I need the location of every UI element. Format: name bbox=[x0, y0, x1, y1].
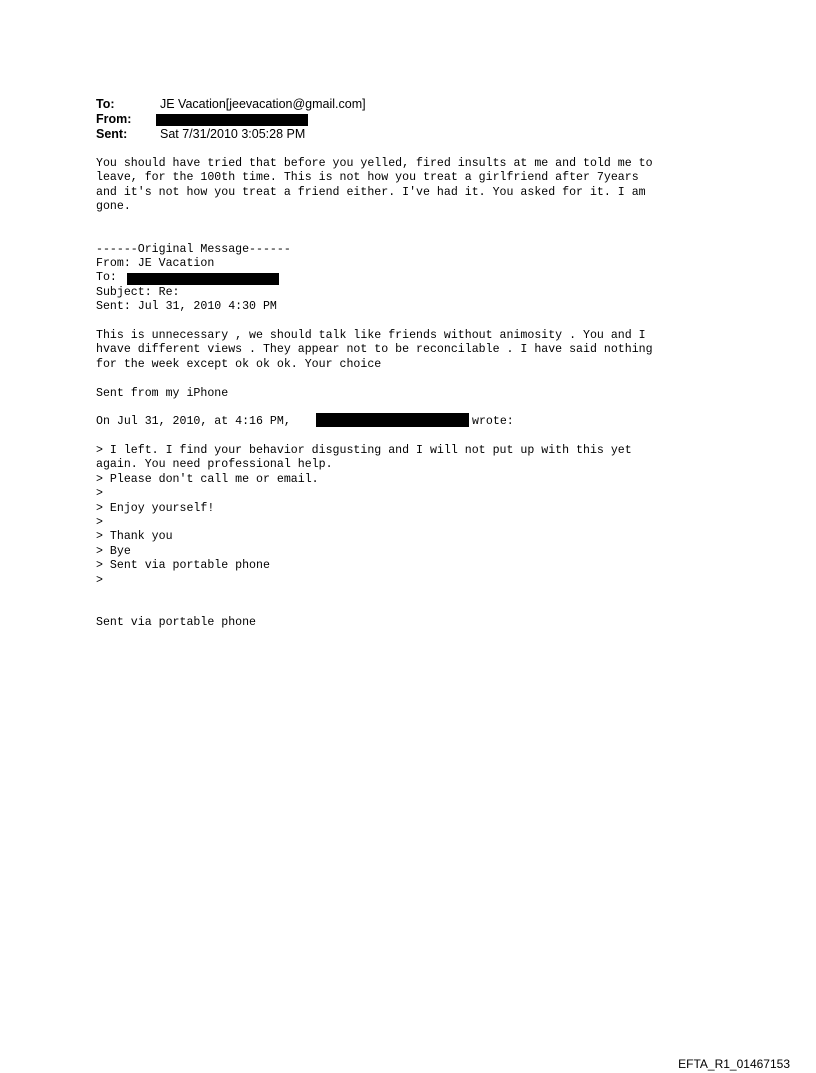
header-sent-value: Sat 7/31/2010 3:05:28 PM bbox=[160, 127, 306, 141]
closing-signature: Sent via portable phone bbox=[96, 616, 257, 629]
quoted-line: > Enjoy yourself! bbox=[96, 501, 215, 515]
body-line: leave, for the 100th time. This is not how you treat a girlfriend after 7years bbox=[96, 171, 639, 185]
quoted-line: > bbox=[96, 573, 103, 587]
sender-redaction-box bbox=[316, 413, 469, 427]
reply-line: hvave different views . They appear not to be reconcilable . I have said nothing bbox=[96, 343, 653, 357]
reply-line: This is unnecessary , we should talk like friends without animosity . You and I bbox=[96, 329, 646, 342]
on-date-prefix: On Jul 31, 2010, at 4:16 PM, bbox=[96, 415, 291, 428]
body-line: You should have tried that before you yelled, fired insults at me and told me to bbox=[96, 157, 653, 170]
header-to-value: JE Vacation[jeevacation@gmail.com] bbox=[160, 97, 366, 111]
original-subject-line: Subject: Re: bbox=[96, 286, 180, 299]
quoted-line: again. You need professional help. bbox=[96, 458, 333, 472]
to-redaction-box bbox=[127, 273, 279, 285]
document-id-footer: EFTA_R1_01467153 bbox=[678, 1057, 790, 1071]
quoted-line: > Sent via portable phone bbox=[96, 559, 270, 573]
original-message-separator: ------Original Message------ bbox=[96, 243, 291, 256]
reply-body bbox=[96, 329, 653, 372]
quoted-message bbox=[96, 444, 632, 588]
iphone-signature: Sent from my iPhone bbox=[96, 387, 229, 400]
original-from-line: From: JE Vacation bbox=[96, 257, 215, 270]
quoted-line: > bbox=[96, 516, 103, 530]
quoted-line: > bbox=[96, 487, 103, 501]
header-sent-label: Sent: bbox=[96, 127, 128, 141]
quoted-line: > Bye bbox=[96, 544, 131, 558]
reply-line: for the week except ok ok ok. Your choice bbox=[96, 357, 382, 371]
header-to-label: To: bbox=[96, 97, 115, 111]
header-from-label: From: bbox=[96, 112, 132, 126]
body-line: and it's not how you treat a friend either. I've had it. You asked for it. I am bbox=[96, 185, 646, 199]
quoted-line: > I left. I find your behavior disgusting and I will not put up with this yet bbox=[96, 444, 632, 457]
original-to-line: To: bbox=[96, 271, 117, 284]
message-body bbox=[96, 157, 653, 215]
quoted-line: > Please don't call me or email. bbox=[96, 472, 319, 486]
on-date-suffix: wrote: bbox=[472, 415, 514, 428]
from-redaction-box bbox=[156, 114, 308, 126]
body-line: gone. bbox=[96, 200, 131, 214]
original-sent-line: Sent: Jul 31, 2010 4:30 PM bbox=[96, 300, 277, 313]
quoted-line: > Thank you bbox=[96, 530, 173, 544]
